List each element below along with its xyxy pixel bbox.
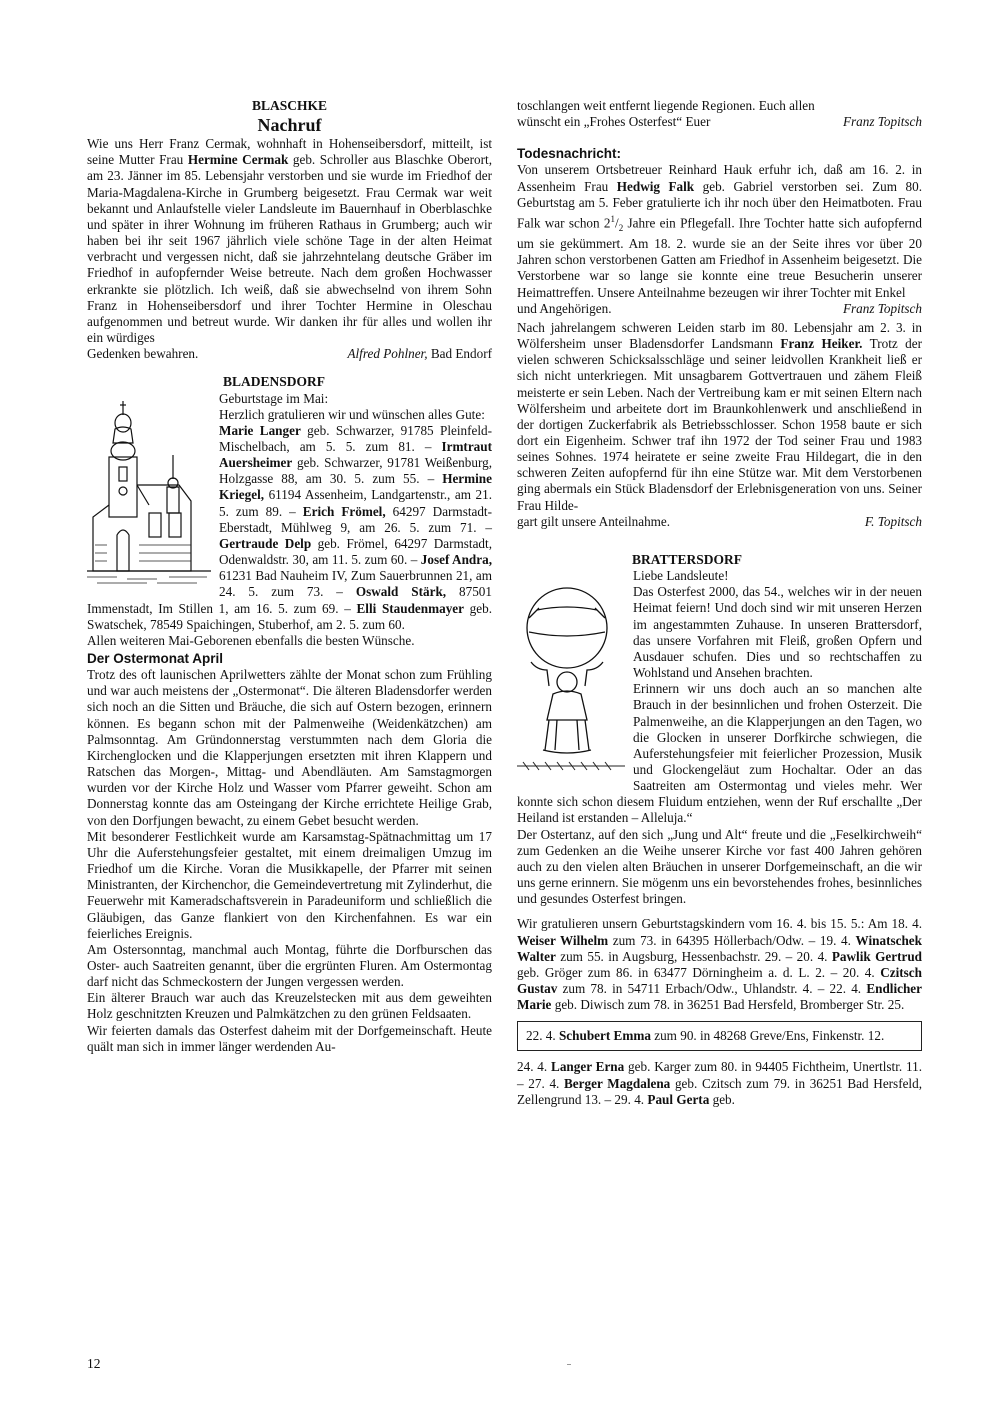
person-name: Oswald Stärk, xyxy=(355,584,447,600)
person-name: Gertraude Delp xyxy=(219,535,312,551)
obituary-text: Nach jahrelangem schweren Leiden starb im 80. Lebensjahr am 2. 3. in Wölfersheim unser Bladensdorfer Landsmann Franz Heiker. Trotz der vielen schweren Schicksalsschläge und seiner leidvollen Krankheit ließ er sich nicht unterkriegen. Mit unsagbarem Gottvertrauen und zähem Fleiß meisterte er sein Leben. Nach der Vertreibung kam er mit seinen Eltern nach Wölfersheim und arbeitete dort im Braunkohlenwerk und anschließend in der dortigen Zuckerfabrik als Betriebsschlosser. Schon 1958 baute er sich dort ein Eigenheim. Schwer traf ihn 1972 der Tod seiner Frau und 1983 seines Sohnes. 1974 heiratete er seine zweite Frau Hildegart, die in den schweren Zeiten aufopfernd für ihn eine Stütze war. Mit dem Verstorbenen ging abermals ein Stück Bladensdorf der Erlebnisgeneration von uns. Seiner Frau Hilde- xyxy=(517,319,922,513)
person-name: Hedwig Falk xyxy=(616,178,695,194)
ostermonat-paragraph: Trotz des oft launischen Aprilwetters zählte der Monat schon zum Frühling und war auch meistens der „Ostermonat“. Die älteren Bladensdorfer werden sich noch an die Sitten und Bräuche, die sich auf Ostern bezogen, erinnern können. Es begann schon mit der Palmenweihe (Weidenkätzchen) am Palmsonntag. Am Gründonnerstag verstummten nach dem Gloria die Kirchenglocken und die Klapperjungen ersetzten mit ihren Klappern und Ratschen das Morgen-, Mittag- und Abendläuten. Am Samstagmorgen wurden vor der Kirche Holz und Wasser vom Pfarrer geweiht. Schon am Donnerstag konnte das am Osteingang der Kirche errichtete Heilige Grab, von den Dorfjungen bewacht, zu einem Gebet besucht werden. xyxy=(87,667,492,828)
brattersdorf-paragraph: Das Osterfest 2000, das 54., welches wir in der neuen Heimat feiern! Und doch sind wir mit unseren Herzen im angestammten Zuhause. In unseren Brattersdorf, das unsere Vorfahren mit Fleiß, großen Opfern und Ausdauer schufen. Dies und so rechtschaffen zu Wohlstand und Ansehen brachten. xyxy=(633,584,922,681)
continuation xyxy=(517,98,922,130)
person-name: Irmtraut Auersheimer xyxy=(219,438,492,471)
person-name: Paul Gerta xyxy=(647,1091,710,1107)
ostermonat-paragraph: Ein älterer Brauch war auch das Kreuzelstecken mit aus dem geweihten Holz geschnitzten Kreuzen und Palmkätzchen zu den grünen Feldsaaten. xyxy=(87,990,492,1022)
brattersdorf-greeting: Liebe Landsleute! xyxy=(633,568,729,584)
bladensdorf-greeting: Herzlich gratulieren wir und wünschen alles Gute: xyxy=(219,406,485,422)
person-name: Elli Staudenmayer xyxy=(356,600,464,616)
author-signature: Franz Topitsch xyxy=(842,114,922,130)
blaschke-section xyxy=(87,98,492,362)
todesnachricht-section xyxy=(517,146,922,530)
person-name: Schubert Emma xyxy=(558,1028,651,1044)
scan-speck xyxy=(567,1364,571,1365)
birthday-list: Marie Langer geb. Schwarzer, 91785 Pleinfeld-Mischelbach, am 5. 5. zum 81. – Irmtraut Auersheimer geb. Schwarzer, 91781 Weißenburg, Holzgasse 88, am 30. 5. zum 55. – Hermine Kriegel, 61194 Assenheim, Landgartenstr., am 21. 5. zum 89. – Erich Frömel, 64297 Darmstadt-Eberstadt, Mühlweg 9, am 26. 5. zum 71. – Gertraude Delp geb. Frömel, 64297 Darmstadt, Odenwaldstr. 30, am 11. 5. zum 60. – Josef Andra, 61231 Bad Nauheim IV, Zum Sauerbrunnen 21, am 24. 5. zum 73. – Oswald Stärk, 87501 Immenstadt, Im Stillen 1, am 16. 5. zum 69. – Elli Staudenmayer geb. Swatschek, 78549 Spaichingen, Stuberhof, am 2. 5. zum 60. xyxy=(87,422,493,632)
obituary-signature-line: gart gilt unsere Anteilnahme. F. Topitsch xyxy=(517,513,922,529)
brattersdorf-paragraph: Erinnern wir uns doch auch an so manchen alte Brauch in der besinnlichen und frohen Osterzeit. Die Palmenweihe, an die Klapperjungen an den Tagen, wo die Glocken in unserer Dorfkirche schwiegen, die Auferstehungsfeier mit feierlicher Prozession, Musik und Glockengeläut zum Hochaltar. Oder an das Saatreiten am Ostermontag und vieles mehr. Wer konnte sich schon diesem Fluidum entziehen, wenn der Ruf erschallte „Der Heiland ist erstanden – Alleluja.“ xyxy=(517,681,922,826)
person-name: Winatschek Walter xyxy=(517,932,922,964)
church-illustration xyxy=(87,395,211,585)
todesnachricht-text: Von unserem Ortsbetreuer Reinhard Hauk erfuhr ich, daß am 16. 2. in Assenheim Frau Hedwig Falk geb. Gabriel verstorben sei. Zum 80. Geburtstag am 5. Feber gratulierte ich ihr noch über den Heimatboten. Frau Falk war schon $2^1/_2$ Jahre ein Pflegefall. Ihre Tochter hatte sich aufopfernd um sie gekümmert. Am 18. 2. wurde sie an der Seite ihres vor über 20 Jahren schon verstorbenen Gatten am Friedhof in Assenheim beigesetzt. Die Verstorbene war so lange sie konnte eine treue Besucherin unserer Heimattreffen. Unsere Anteilnahme bezeugen wir ihrer Tochter mit Enkel xyxy=(517,162,922,300)
church-icon xyxy=(87,395,211,585)
ostermonat-paragraph: Mit besonderer Festlichkeit wurde am Karsamstag-Spätnachmittag um 17 Uhr die Auferstehungsfeier gestaltet, mit einem dreimaligen Umzug im Friedhof um die Kirche. Voran die Musikkapelle, der Pfarrer mit seinen Ministranten, der Kirchenchor, die Gemeindevertretung mit Zylinderhut, die Feuerwehr mit Kameradschaftsverein in Paradeuniform und schließlich die Gläubigen, das Ganze flankiert von den Kirchenfahnen. Es war ein feierliches Ereignis. xyxy=(87,828,492,941)
person-name: Hermine Kriegel, xyxy=(219,471,492,503)
person-name: Pawlik Gertrud xyxy=(831,948,922,964)
person-name: Franz Heiker. xyxy=(780,336,863,352)
page-number: 12 xyxy=(87,1356,101,1371)
continuation-signature-line: wünscht ein „Frohes Osterfest“ Euer Franz Topitsch xyxy=(517,114,922,130)
person-name: Marie Langer xyxy=(219,422,301,438)
bladensdorf-section xyxy=(87,374,492,1055)
highlight-box-text: 22. 4. Schubert Emma zum 90. in 48268 Greve/Ens, Finkenstr. 12. xyxy=(526,1028,885,1044)
todesnachricht-heading: Todesnachricht: xyxy=(517,146,622,162)
person-name: Erich Frömel, xyxy=(302,503,386,519)
continuation-text: toschlangen weit entfernt liegende Regionen. Euch allen xyxy=(517,98,815,113)
blaschke-signature-line: Gedenken bewahren. Alfred Pohlner, Bad Endorf xyxy=(87,346,492,362)
bladensdorf-heading: BLADENSDORF xyxy=(223,374,326,390)
person-name: Czitsch Gustav xyxy=(517,964,922,996)
highlight-box xyxy=(517,1021,922,1051)
person-name: Langer Erna xyxy=(551,1059,625,1075)
brattersdorf-section xyxy=(517,552,922,1108)
globe-figure-icon xyxy=(517,570,625,780)
person-name: Josef Andra, xyxy=(420,552,492,568)
author-signature: Franz Topitsch xyxy=(842,300,922,316)
right-column xyxy=(517,98,922,1108)
author-signature: F. Topitsch xyxy=(864,513,922,529)
bladensdorf-intro: Geburtstage im Mai: xyxy=(219,390,329,406)
person-name: Endlicher Marie xyxy=(517,981,922,1013)
blaschke-text: Wie uns Herr Franz Cermak, wohnhaft in Hohenseibersdorf, mitteilt, ist seine Mutter Frau Hermine Cermak geb. Schroller aus Blaschke Oberort, am 23. Jänner im 85. Lebensjahr verstorben und sie wurde im Friedhof der Maria-Magdalena-Kirche in Grumberg beigesetzt. Frau Cermak war weit bekannt und Anlaufstelle vieler Landsleute im Bauernhauf in Oberblaschke und später in ihrer Wohnung im früheren Rathaus in Grumberg; auch wir haben bei ihr seit 1967 jährlich viele schöne Tage in der alten Heimat verbracht und vergessen nicht, daß sie jahrzehntelang deutsche Gräber im Friedhof in aufopfernder Weise betreute. Nach dem großen Hochwasser erkrankte sie plötzlich. Ich weiß, daß sie abwechselnd von ihrem Sohn Franz in Hohenseibersdorf und ihrer Tochter Hermine in Oleschau aufgenommen und betreut wurde. Wir danken ihr für alles und wollen ihr ein würdiges xyxy=(87,136,492,346)
brattersdorf-paragraph: Der Ostertanz, auf den sich „Jung und Alt“ freute und die „Feselkirchweih“ zum Gedenken an die Weihe unserer Kirche vor fast 400 Jahren gehören auch zu den vielen alten Bräuchen in unserer Dorfgemeinschaft, an die wir uns gerne erinnern. Sie mögenm uns ein bevorstehendes frohes, besinnliches und gesundes Osterfest bringen. xyxy=(517,826,922,907)
author-signature: Alfred Pohlner, xyxy=(347,346,428,362)
ostermonat-paragraph: Wir feierten damals das Osterfest daheim mit der Dorfgemeinschaft. Heute quält man sich in immer länger werdenden Au- xyxy=(87,1022,492,1054)
brattersdorf-heading: BRATTERSDORF xyxy=(632,551,743,567)
ostermonat-paragraph: Am Ostersonntag, manchmal auch Montag, führte die Dorfburschen das Oster- auch Saatreiten genannt, über die ergrünten Fluren. Am Ostermontag darf nicht das Schmeckostern der Jungen vergessen werden. xyxy=(87,941,492,990)
nachruf-heading: Nachruf xyxy=(257,115,322,136)
person-name: Weiser Wilhelm xyxy=(517,932,609,948)
brattersdorf-birthdays-continued: 24. 4. Langer Erna geb. Karger zum 80. in 94405 Fichtheim, Unertlstr. 11. – 27. 4. Berger Magdalena geb. Czitsch zum 79. in 36251 Bad Hersfeld, Zellengrund 13. – 29. 4. Paul Gerta geb. xyxy=(517,1059,923,1107)
person-name: Hermine Cermak xyxy=(187,152,289,168)
atlas-figure-illustration xyxy=(517,570,625,780)
person-name: Berger Magdalena xyxy=(564,1075,671,1091)
bladensdorf-closing: Allen weiteren Mai-Geborenen ebenfalls die besten Wünsche. xyxy=(87,632,415,648)
todesnachricht-signature-line: und Angehörigen. Franz Topitsch xyxy=(517,300,922,316)
left-column xyxy=(87,98,492,1055)
brattersdorf-birthdays: Wir gratulieren unsern Geburtstagskindern vom 16. 4. bis 15. 5.: Am 18. 4. Weiser Wilhelm zum 73. in 64395 Höllerbach/Odw. – 19. 4. Winatschek Walter zum 55. in Augsburg, Hessenbachstr. 29. – 20. 4. Pawlik Gertrud geb. Gröger zum 86. in 63477 Dörningheim a. d. L. 2. – 20. 4. Czitsch Gustav zum 78. in 54711 Erbach/Odw., Uhlandstr. 4. – 22. 4. Endlicher Marie geb. Diwisch zum 78. in 36251 Bad Hersfeld, Bromberger Str. 25. xyxy=(517,916,922,1013)
blaschke-heading: BLASCHKE xyxy=(251,98,328,113)
ostermonat-heading: Der Ostermonat April xyxy=(87,651,224,666)
